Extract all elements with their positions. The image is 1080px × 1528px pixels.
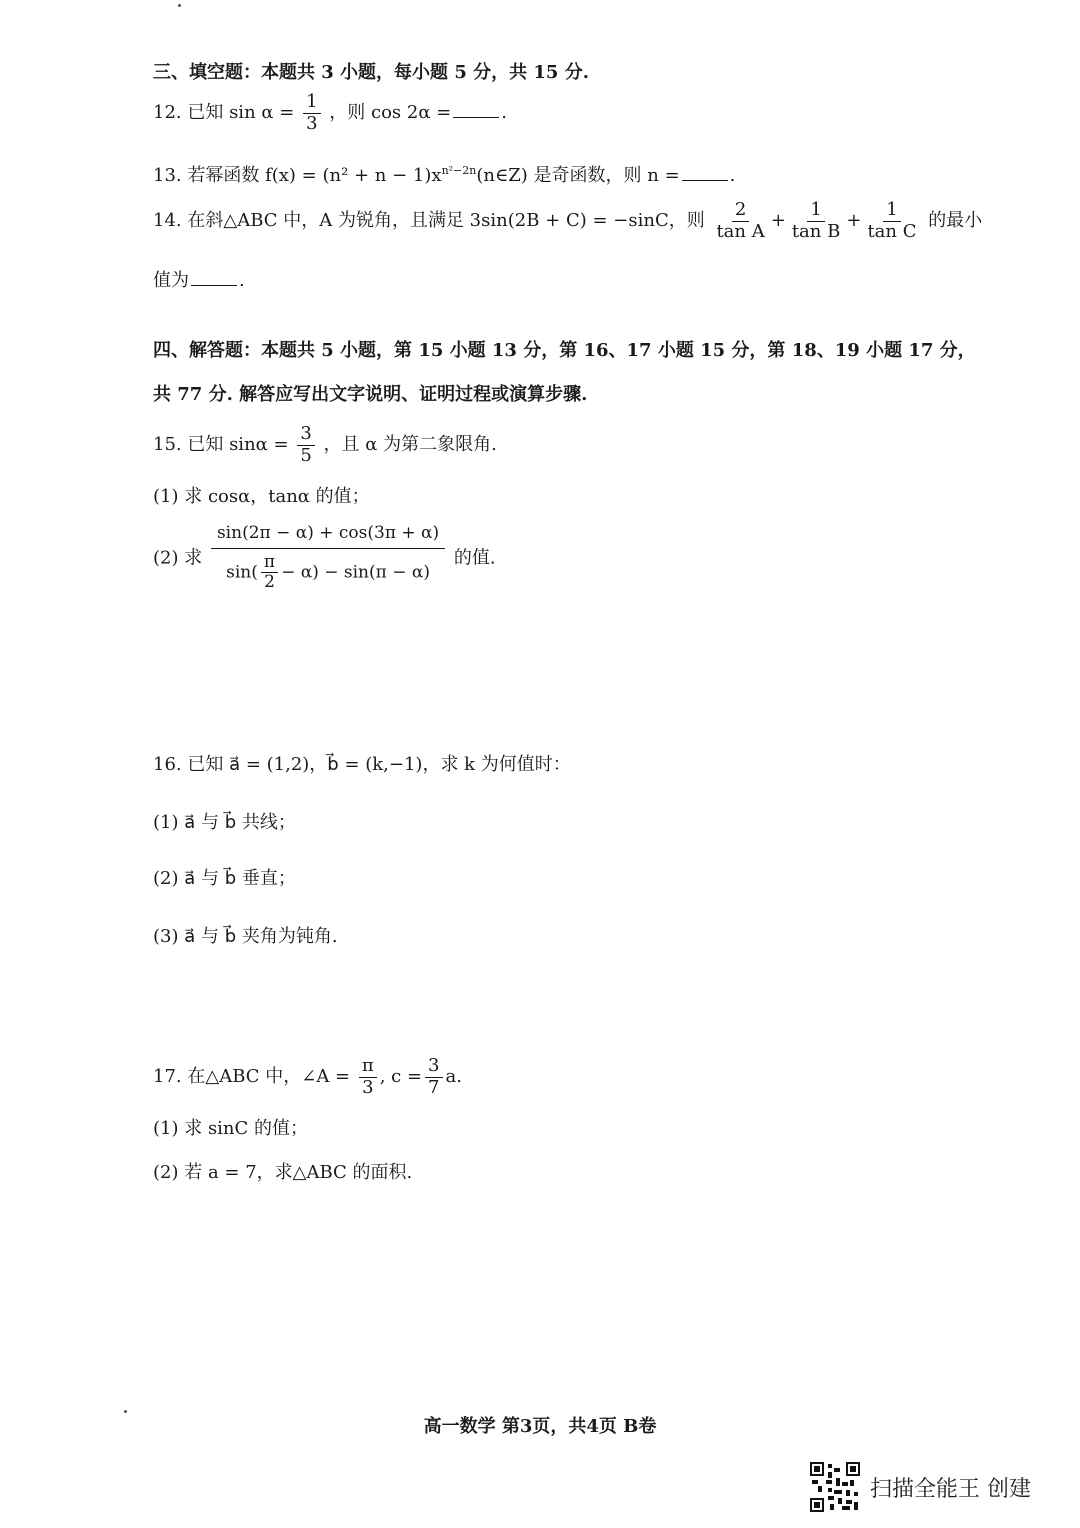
question-12: 12. 已知 sin α = $\frac{1}{3}$ ，则 cos 2α = . (153, 91, 508, 134)
scan-speck (124, 1410, 127, 1413)
question-15-part1: (1) 求 cosα，tanα 的值； (153, 486, 370, 507)
answer-blank (191, 269, 237, 286)
fraction-one-third: $\frac{1}{3}$ (303, 92, 320, 134)
question-13: 13. 若幂函数 $f(x) = (n^2 + n - 1)x^{n^2-2n}(n\in Z)$ 是奇函数，则 n = . (153, 164, 736, 186)
fraction-three-fifths: $\frac{3}{5}$ (297, 424, 314, 466)
answer-blank (453, 101, 499, 118)
question-16-part1: (1) a⃗ 与 b⃗ 共线； (153, 812, 296, 833)
question-17-part2: (2) 若 a = 7，求△ABC 的面积. (153, 1162, 413, 1183)
question-17: 17. 在△ABC 中，∠A = $\frac{\pi}{3}$ , c = $\frac{3}{7}$ a. (153, 1055, 462, 1098)
scan-speck (178, 4, 181, 7)
fraction-three-sevenths: $\frac{3}{7}$ (425, 1056, 442, 1098)
question-16-part2: (2) a⃗ 与 b⃗ 垂直； (153, 868, 296, 889)
qr-code-icon (810, 1462, 860, 1512)
question-17-part1: (1) 求 sinC 的值； (153, 1118, 309, 1139)
question-16: 16. 已知 a⃗ = (1,2)，b⃗ = (k,−1)，求 k 为何值时： (153, 754, 571, 775)
page-footer: 高一数学 第3页，共4页 B卷 (423, 1416, 657, 1437)
scanner-watermark (810, 1462, 1031, 1512)
question-15-part2: (2) 求 sin(2π − α) + cos(3π + α) sin( $\frac{\pi}{2}$ − α) − sin(π − α) 的值. (153, 520, 496, 597)
fraction-2-tanA: $\frac{2}{\text{tan A}}$ (716, 199, 765, 242)
question-14-line2: 值为 . (153, 270, 245, 291)
fraction-pi-over-3: $\frac{\pi}{3}$ (359, 1056, 377, 1098)
watermark-text: 扫描全能王 创建 (870, 1476, 1031, 1502)
fraction-pi-over-2: $\frac{\pi}{2}$ (261, 553, 278, 593)
fraction-1-tanB: $\frac{1}{\text{tan B}}$ (791, 199, 841, 242)
section4-header-line1: 四、解答题：本题共 5 小题，第 15 小题 13 分，第 16、17 小题 15 分，第 18、19 小题 17 分， (153, 340, 976, 361)
question-14: 14. 在斜△ABC 中，A 为锐角，且满足 3sin(2B + C) = −sinC，则 $\frac{2}{\text{tan A}}$ + $\frac{1}{\text{tan B}}$ + $\frac{1}{\text{tan C}}$ 的最小 (153, 199, 983, 242)
answer-blank (682, 164, 728, 181)
fraction-1-tanC: $\frac{1}{\text{tan C}}$ (867, 199, 917, 242)
section4-header-line2: 共 77 分. 解答应写出文字说明、证明过程或演算步骤. (153, 384, 588, 405)
section3-header: 三、填空题：本题共 3 小题，每小题 5 分，共 15 分. (153, 62, 589, 83)
question-15: 15. 已知 sinα = $\frac{3}{5}$ ，且 α 为第二象限角. (153, 423, 497, 466)
question-16-part3: (3) a⃗ 与 b⃗ 夹角为钝角. (153, 926, 338, 947)
fraction-trig-expression: sin(2π − α) + cos(3π + α) sin( $\frac{\pi}{2}$ − α) − sin(π − α) (211, 520, 445, 597)
